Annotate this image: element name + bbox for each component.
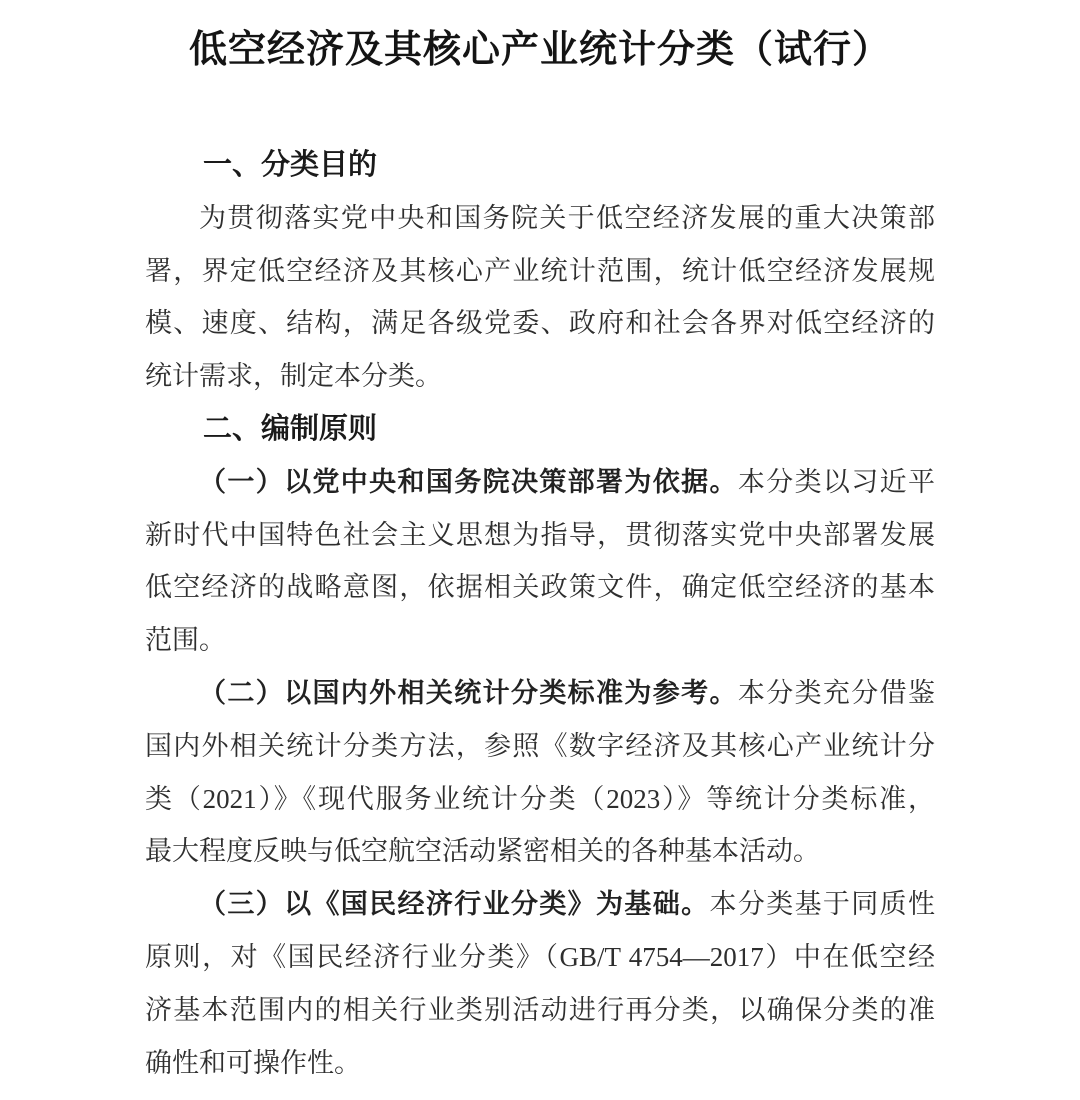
paragraph-text: 济基本范围内的相关行业类别活动进行再分类，以确保分类的准 [145, 994, 935, 1025]
text-line [145, 297, 935, 350]
paragraph-text: 最大程度反映与低空航空活动紧密相关的各种基本活动。 [145, 836, 820, 867]
text-line [145, 825, 935, 878]
paragraph-text: 本分类以习近平 [737, 466, 935, 497]
section-heading: 一、分类目的 [203, 149, 378, 181]
text-line [145, 984, 935, 1037]
text-line [145, 456, 935, 509]
text-line [145, 773, 935, 826]
text-line [145, 245, 935, 298]
paragraph-text: 范围。 [145, 625, 226, 656]
paragraph-text: 统计需求，制定本分类。 [145, 361, 442, 392]
text-line [145, 720, 935, 773]
paragraph-text: 低空经济的战略意图，依据相关政策文件，确定低空经济的基本 [145, 572, 935, 603]
paragraph-text: 本分类基于同质性 [709, 889, 935, 920]
paragraph-lead-text: （二）以国内外相关统计分类标准为参考。 [199, 677, 738, 708]
text-line [145, 350, 935, 403]
paragraph-text: 署，界定低空经济及其核心产业统计范围，统计低空经济发展规 [145, 255, 935, 286]
text-line [145, 192, 935, 245]
section-heading: 二、编制原则 [203, 412, 378, 445]
text-line [145, 1037, 935, 1090]
paragraph-text: 本分类充分借鉴 [737, 677, 935, 708]
text-line [145, 561, 935, 614]
paragraph-text: 类（2021）》《现代服务业统计分类（2023）》等统计分类标准， [145, 783, 935, 814]
paragraph-text: 新时代中国特色社会主义思想为指导，贯彻落实党中央部署发展 [145, 519, 935, 550]
document-body [145, 139, 935, 1089]
paragraph-text: 模、速度、结构，满足各级党委、政府和社会各界对低空经济的 [145, 308, 935, 339]
text-line [145, 667, 935, 720]
document-title: 低空经济及其核心产业统计分类（试行） [188, 29, 891, 71]
paragraph-text: 原则，对《国民经济行业分类》（GB/T 4754—2017）中在低空经 [145, 941, 935, 972]
text-line [145, 509, 935, 562]
text-line [145, 878, 935, 931]
paragraph-lead-text: （三）以《国民经济行业分类》为基础。 [199, 889, 710, 920]
paragraph-text: 国内外相关统计分类方法，参照《数字经济及其核心产业统计分 [145, 730, 935, 761]
text-line [145, 931, 935, 984]
paragraph-text: 确性和可操作性。 [145, 1047, 361, 1078]
paragraph-lead-text: （一）以党中央和国务院决策部署为依据。 [199, 466, 738, 497]
text-line [145, 614, 935, 667]
paragraph-text: 为贯彻落实党中央和国务院关于低空经济发展的重大决策部 [199, 202, 935, 233]
